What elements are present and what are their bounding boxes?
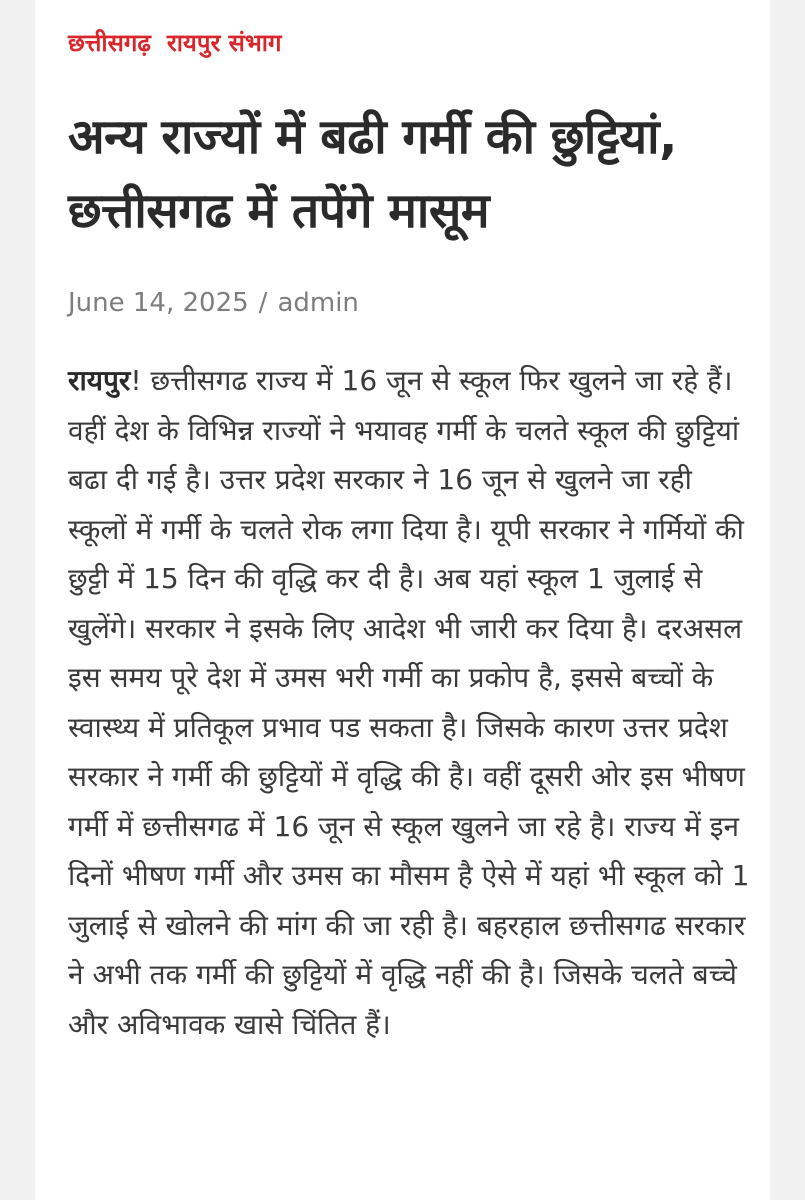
article-title: अन्य राज्यों में बढी गर्मी की छुट्टियां, छत्तीसगढ में तपेंगे मासूम [68,109,677,239]
publish-date: June 14, 2025 [68,288,249,318]
category-link-chhattisgarh[interactable]: छत्तीसगढ़ [68,28,151,57]
article-meta [68,288,750,318]
article-body [68,356,750,1049]
article-body-text: ! छत्तीसगढ राज्य में 16 जून से स्कूल फिर खुलने जा रहे हैं। वहीं देश के विभिन्न राज्यों ने भयावह गर्मी के चलते स्कूल की छुट्टियां बढा दी गई है। उत्तर प्रदेश सरकार ने 16 जून से खुलने जा रही स्कूलों में गर्मी के चलते रोक लगा दिया है। यूपी सरकार ने गर्मियों की छुट्टी में 15 दिन की वृद्धि कर दी है। अब यहां स्कूल 1 जुलाई से खुलेंगे। सरकार ने इसके लिए आदेश भी जारी कर दिया है। दरअसल इस समय पूरे देश में उमस भरी गर्मी का प्रकोप है, इससे बच्चों के स्वास्थ्य में प्रतिकूल प्रभाव पड सकता है। जिसके कारण उत्तर प्रदेश सरकार ने गर्मी की छुट्टियों में वृद्धि की है। वहीं दूसरी ओर इस भीषण गर्मी में छत्तीसगढ में 16 जून से स्कूल खुलने जा रहे है। राज्य में इन दिनों भीषण गर्मी और उमस का मौसम है ऐसे में यहां भी स्कूल को 1 जुलाई से खोलने की मांग की जा रही है। बहरहाल छत्तीसगढ सरकार ने अभी तक गर्मी की छुट्टियों में वृद्धि नहीं की है। जिसके चलते बच्चे और अविभावक खासे चिंतित हैं। [68,364,750,1041]
category-links [68,24,750,60]
category-link-raipur-division[interactable]: रायपुर संभाग [166,28,282,57]
author-link[interactable]: admin [277,288,359,318]
dateline: रायपुर [68,364,131,397]
meta-separator: / [258,288,268,318]
article-card [35,0,770,1200]
